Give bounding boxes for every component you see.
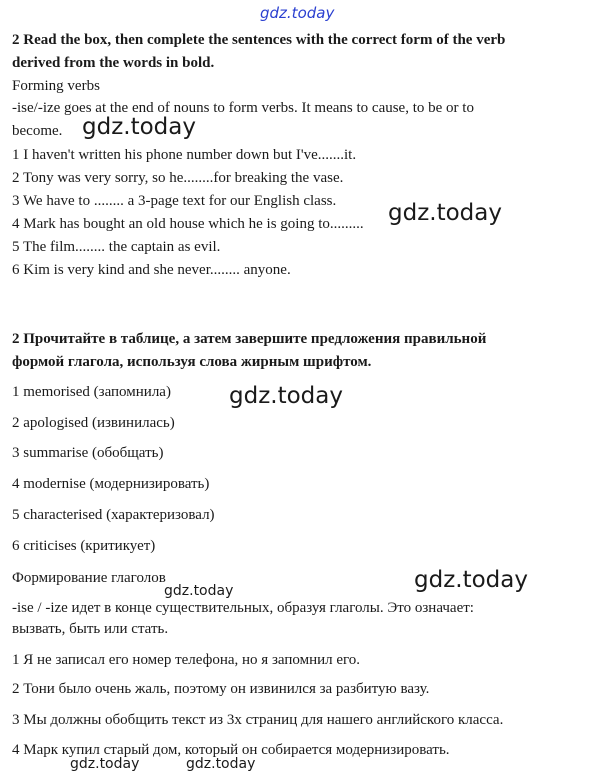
task-en-sentence: 3 We have to ........ a 3-page text for our English class.	[12, 193, 337, 209]
task-ru-answer: 1 memorised (запомнила)	[12, 384, 171, 400]
task-ru-answer: 6 criticises (критикует)	[12, 538, 156, 554]
task-ru-answer: 2 apologised (извинилась)	[12, 415, 175, 431]
watermark: gdz.today	[186, 756, 256, 772]
task-ru-translation: 2 Тони было очень жаль, поэтому он извинился за разбитую вазу.	[12, 681, 430, 697]
task-en-sentence: 4 Mark has bought an old house which he is going to.........	[12, 216, 364, 232]
task-ru-heading-line1: 2 Прочитайте в таблице, а затем завершите предложения правильной	[12, 331, 487, 347]
task-en-heading-line2: derived from the words in bold.	[12, 55, 215, 71]
task-ru-heading-line2: формой глагола, используя слова жирным шрифтом.	[12, 354, 372, 370]
task-ru-answer: 3 summarise (обобщать)	[12, 445, 164, 461]
task-ru-translation: 4 Марк купил старый дом, который он собирается модернизировать.	[12, 742, 450, 758]
watermark-top: gdz.today	[260, 4, 335, 22]
watermark: gdz.today	[82, 114, 196, 140]
task-en-sentence: 5 The film........ the captain as evil.	[12, 239, 221, 255]
task-ru-box-text-line2: вызвать, быть или стать.	[12, 621, 169, 637]
task-ru-translation: 3 Мы должны обобщить текст из 3х страниц для нашего английского класса.	[12, 712, 504, 728]
task-en-box-text-line1: -ise/-ize goes at the end of nouns to form verbs. It means to cause, to be or to	[12, 100, 474, 116]
task-en-sentence: 2 Tony was very sorry, so he........for breaking the vase.	[12, 170, 344, 186]
task-en-sentence: 1 I haven't written his phone number down but I've.......it.	[12, 147, 357, 163]
watermark: gdz.today	[388, 200, 502, 226]
task-ru-box-text-line1: -ise / -ize идет в конце существительных, образуя глаголы. Это означает:	[12, 600, 474, 616]
task-en-sentence: 6 Kim is very kind and she never........ anyone.	[12, 262, 291, 278]
task-ru-answer: 4 modernise (модернизировать)	[12, 476, 210, 492]
task-ru-translation: 1 Я не записал его номер телефона, но я запомнил его.	[12, 652, 361, 668]
watermark: gdz.today	[164, 583, 234, 599]
task-en-heading-line1: 2 Read the box, then complete the sentences with the correct form of the verb	[12, 32, 506, 48]
task-en-box-text-line2: become.	[12, 123, 63, 139]
task-ru-box-title: Формирование глаголов	[12, 570, 166, 586]
task-ru-answer: 5 characterised (характеризовал)	[12, 507, 215, 523]
watermark: gdz.today	[229, 383, 343, 409]
watermark: gdz.today	[70, 756, 140, 772]
watermark: gdz.today	[414, 567, 528, 593]
task-en-box-title: Forming verbs	[12, 78, 100, 94]
